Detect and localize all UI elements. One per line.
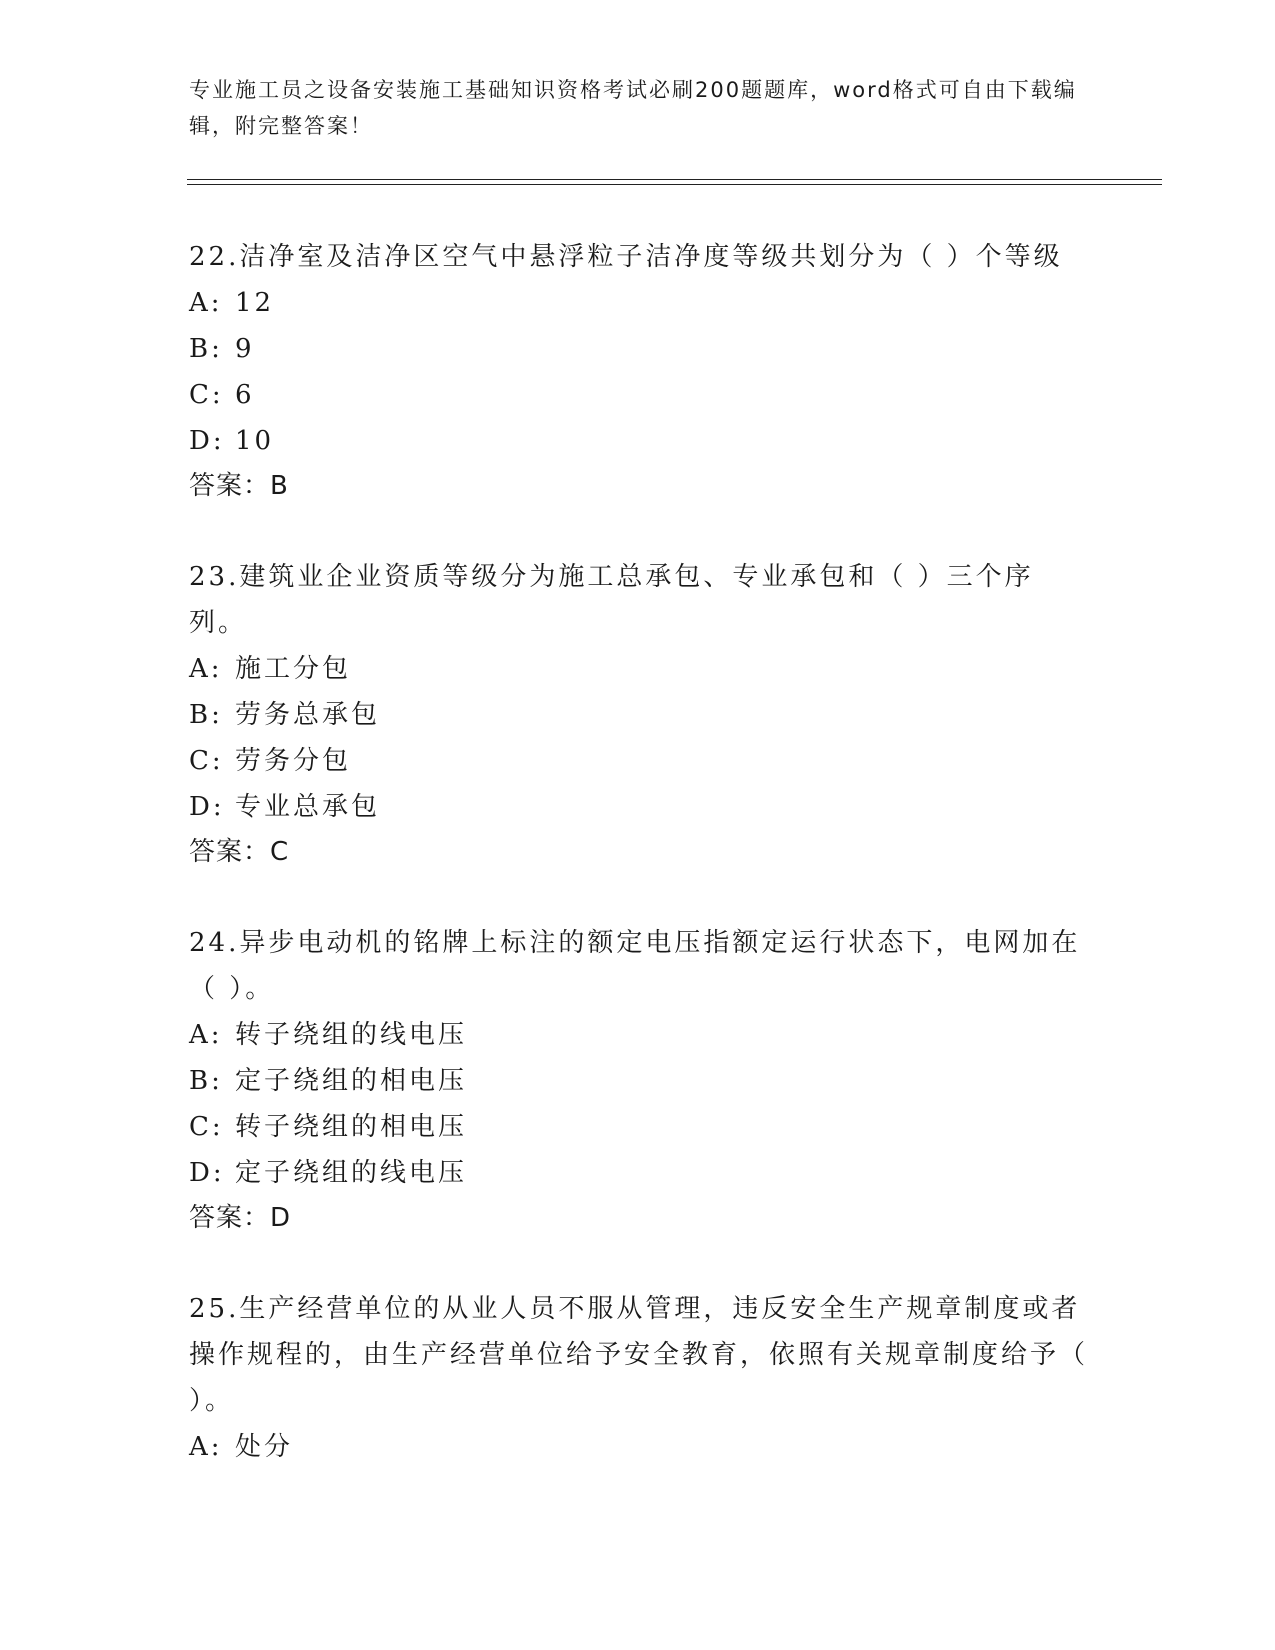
option-text: 劳务分包 bbox=[235, 746, 352, 776]
option-text: 12 bbox=[235, 288, 275, 318]
option-b bbox=[189, 326, 1089, 372]
answer-value: C bbox=[270, 837, 290, 867]
option-text: 施工分包 bbox=[235, 654, 352, 684]
question-22 bbox=[189, 234, 1089, 508]
answer-line bbox=[189, 1196, 1089, 1240]
option-text: 转子绕组的相电压 bbox=[235, 1112, 468, 1142]
question-list bbox=[189, 234, 1089, 1516]
option-key: A: bbox=[189, 1432, 223, 1462]
option-key: C: bbox=[189, 1112, 224, 1142]
option-key: D: bbox=[189, 426, 225, 456]
option-b bbox=[189, 692, 1089, 738]
option-key: A: bbox=[189, 654, 223, 684]
question-stem: 24.异步电动机的铭牌上标注的额定电压指额定运行状态下，电网加在（ ）。 bbox=[189, 928, 1081, 1004]
answer-value: D bbox=[270, 1203, 292, 1233]
option-text: 专业总承包 bbox=[235, 792, 381, 822]
question-stem: 25.生产经营单位的从业人员不服从管理，违反安全生产规章制度或者操作规程的，由生产经营单位给予安全教育，依照有关规章制度给予（ ）。 bbox=[189, 1294, 1089, 1416]
option-text: 10 bbox=[235, 426, 275, 456]
option-key: B: bbox=[189, 1066, 223, 1096]
answer-line bbox=[189, 464, 1089, 508]
answer-label: 答案： bbox=[189, 471, 271, 501]
header-title: 专业施工员之设备安装施工基础知识资格考试必刷200题题库，word格式可自由下载编辑，附完整答案！ bbox=[189, 78, 1077, 138]
option-key: D: bbox=[189, 792, 225, 822]
option-a bbox=[189, 1012, 1089, 1058]
question-stem: 22.洁净室及洁净区空气中悬浮粒子洁净度等级共划分为（ ）个等级 bbox=[189, 242, 1063, 272]
option-text: 处分 bbox=[235, 1432, 294, 1462]
option-key: C: bbox=[189, 380, 224, 410]
option-key: B: bbox=[189, 334, 223, 364]
option-text: 6 bbox=[235, 380, 255, 410]
answer-line bbox=[189, 830, 1089, 874]
option-c bbox=[189, 738, 1089, 784]
option-a bbox=[189, 280, 1089, 326]
option-key: C: bbox=[189, 746, 224, 776]
document-header bbox=[189, 72, 1079, 144]
option-key: A: bbox=[189, 1020, 223, 1050]
option-key: B: bbox=[189, 700, 223, 730]
option-b bbox=[189, 1058, 1089, 1104]
answer-label: 答案： bbox=[189, 1203, 271, 1233]
question-23 bbox=[189, 554, 1089, 874]
option-text: 劳务总承包 bbox=[235, 700, 381, 730]
option-key: A: bbox=[189, 288, 223, 318]
option-text: 定子绕组的相电压 bbox=[235, 1066, 468, 1096]
header-divider-top bbox=[187, 179, 1162, 180]
option-c bbox=[189, 372, 1089, 418]
option-d bbox=[189, 418, 1089, 464]
question-stem: 23.建筑业企业资质等级分为施工总承包、专业承包和（ ）三个序列。 bbox=[189, 562, 1034, 638]
option-a bbox=[189, 1424, 1089, 1470]
answer-value: B bbox=[270, 471, 289, 501]
option-c bbox=[189, 1104, 1089, 1150]
question-24 bbox=[189, 920, 1089, 1240]
question-25 bbox=[189, 1286, 1089, 1470]
header-divider-bottom bbox=[187, 184, 1162, 185]
option-text: 定子绕组的线电压 bbox=[235, 1158, 468, 1188]
option-text: 9 bbox=[235, 334, 255, 364]
option-d bbox=[189, 1150, 1089, 1196]
option-key: D: bbox=[189, 1158, 225, 1188]
option-a bbox=[189, 646, 1089, 692]
answer-label: 答案： bbox=[189, 837, 271, 867]
option-d bbox=[189, 784, 1089, 830]
option-text: 转子绕组的线电压 bbox=[235, 1020, 468, 1050]
